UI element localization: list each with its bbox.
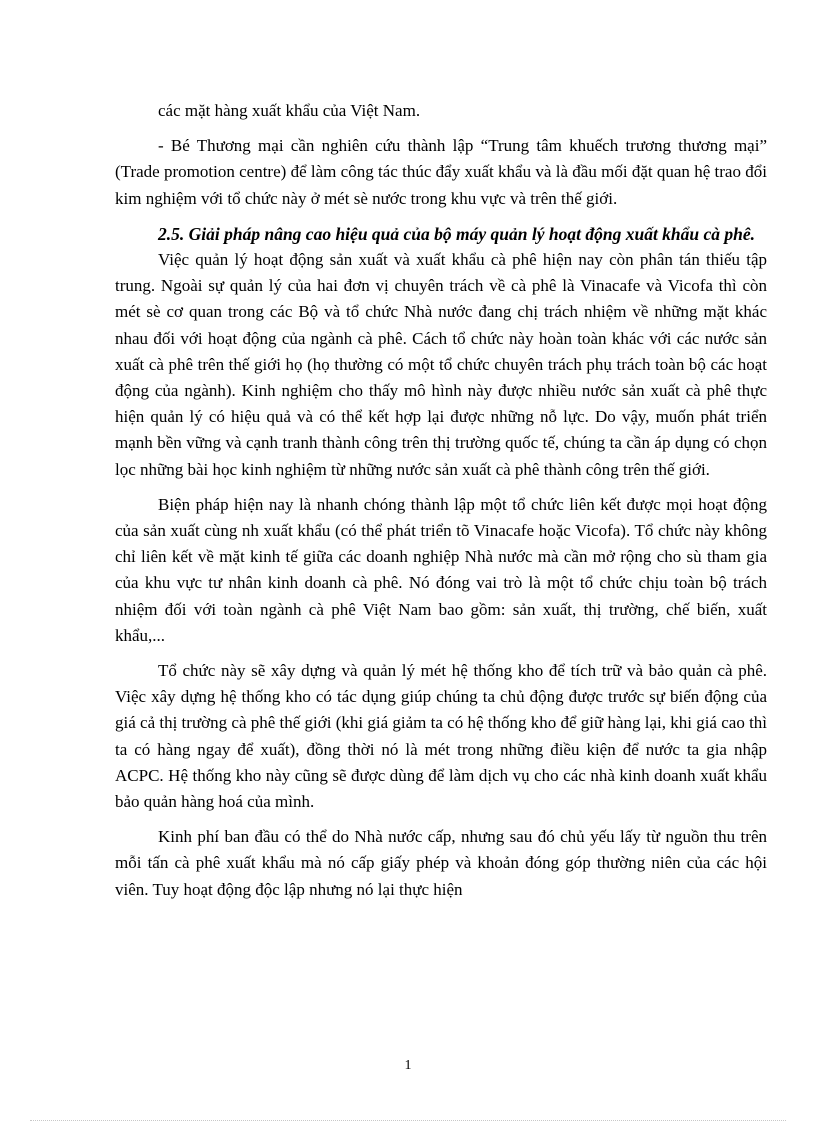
paragraph-warehouse: Tổ chức này sẽ xây dựng và quản lý mét hệ thống kho để tích trữ và bảo quản cà phê. Việc xây dựng hệ thống kho có tác dụng giúp chúng ta chủ động được trước sự biến động của giá cả thị trường cà phê thế giới (khi giá giảm ta có hệ thống kho để giữ hàng lại, khi giá cao thì ta có hàng ngay để xuất), đồng thời nó là mét trong những điều kiện để nước ta gia nhập ACPC. Hệ thống kho này cũng sẽ được dùng để làm dịch vụ cho các nhà kinh doanh xuất khẩu bảo quản hàng hoá của mình. bbox=[115, 661, 768, 812]
paragraph-measures: Biện pháp hiện nay là nhanh chóng thành lập một tổ chức liên kết được mọi hoạt động của sản xuất cùng nh xuất khẩu (có thể phát triển tõ Vinacafe hoặc Vicofa). Tổ chức này không chỉ liên kết về mặt kinh tế giữa các doanh nghiệp Nhà nước mà cần mở rộng cho sù tham gia của khu vực tư nhân kinh doanh cà phê. Nó đóng vai trò là một tổ chức chịu toàn bộ trách nhiệm đối với toàn ngành cà phê Việt Nam bao gồm: sản xuất, thị trường, chế biến, xuất khẩu,... bbox=[115, 494, 767, 645]
paragraph-continuation: các mặt hàng xuất khẩu của Việt Nam. bbox=[158, 101, 421, 120]
document-body bbox=[115, 98, 767, 903]
paragraph-trade-ministry: - Bé Thương mại cần nghiên cứu thành lập “Trung tâm khuếch trương thương mại” (Trade promotion centre) để làm công tác thúc đẩy xuất khẩu và là đầu mối đặt quan hệ trao đổi kim nghiệm với tổ chức này ở mét sè nước trong khu vực và trên thế giới. bbox=[115, 136, 767, 208]
page-number: 1 bbox=[404, 1058, 412, 1073]
page-bottom-divider bbox=[30, 1120, 786, 1121]
section-heading-2-5: 2.5. Giải pháp nâng cao hiệu quả của bộ máy quản lý hoạt động xuất khẩu cà phê. bbox=[158, 223, 756, 244]
paragraph-management: Việc quản lý hoạt động sản xuất và xuất khẩu cà phê hiện nay còn phân tán thiếu tập trung. Ngoài sự quản lý của hai đơn vị chuyên trách về cà phê là Vinacafe và Vicofa thì còn mét sè cơ quan trong các Bộ và tổ chức Nhà nước đang chị trách nhiệm về những mặt khác nhau đối với hoạt động của ngành cà phê. Cách tổ chức này hoàn toàn khác với các nước sản xuất cà phê trên thế giới họ (họ thường có một tổ chức chuyên trách phụ trách toàn bộ các hoạt động của ngành). Kinh nghiệm cho thấy mô hình này được nhiều nước sản xuất cà phê thực hiện quản lý có hiệu quả và có thể kết hợp lại được những nỗ lực. Do vậy, muốn phát triển mạnh bền vững và cạnh tranh thành công trên thị trường quốc tế, chúng ta cần áp dụng có chọn lọc những bài học kinh nghiệm từ những nước sản xuất cà phê thành công trên thế giới. bbox=[115, 250, 767, 479]
paragraph-funding: Kinh phí ban đầu có thể do Nhà nước cấp, nhưng sau đó chủ yếu lấy từ nguồn thu trên mỗi tấn cà phê xuất khẩu mà nó cấp giấy phép và khoản đóng góp thường niên của các hội viên. Tuy hoạt động độc lập nhưng nó lại thực hiện bbox=[115, 827, 767, 899]
